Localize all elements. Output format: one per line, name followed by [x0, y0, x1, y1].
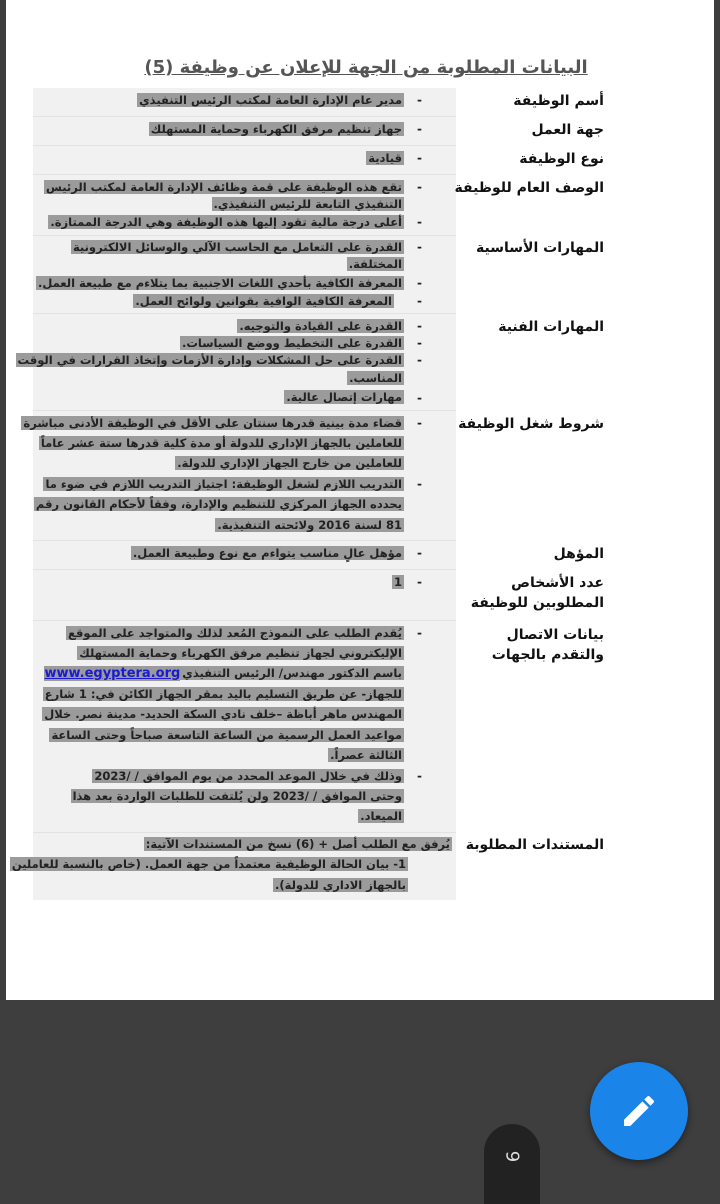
contact-line: وذلك في خلال الموعد المحدد من يوم الموافق / /2023	[94, 769, 402, 783]
basic-skills-line: القدرة على التعامل مع الحاسب الآلي والوسائل الالكترونية	[72, 240, 402, 254]
contact-line: باسم الدكتور مهندس/ الرئيس التنفيذيwww.egyptera.org	[44, 666, 402, 681]
contact-line: الثالثة عصراً.	[330, 748, 402, 762]
conditions-line: للعاملين من خارج الجهاز الإداري للدولة.	[177, 456, 402, 470]
job-name-value: مدير عام الإدارة العامة لمكتب الرئيس التنفيذي	[139, 93, 402, 107]
bullet: -	[417, 319, 422, 333]
documents-line: بالجهاز الاداري للدولة).	[274, 878, 406, 892]
label-technical-skills: المهارات الفنية	[498, 319, 604, 335]
bullet: -	[417, 477, 422, 491]
bullet: -	[417, 240, 422, 254]
description-line: أعلى درجة مالية تقود إليها هذه الوظيفة وهي الدرجة الممتازة.	[50, 215, 402, 229]
row-divider	[33, 116, 456, 117]
contact-line: مواعيد العمل الرسمية من الساعة التاسعة صباحاً وحتى الساعة	[51, 728, 402, 742]
row-divider	[33, 174, 456, 175]
bullet: -	[417, 353, 422, 367]
page-title: البيانات المطلوبة من الجهة للإعلان عن وظيفة (5)	[144, 57, 588, 78]
basic-skills-line: المعرفة الكافية الوافية بقوانين ولوائح العمل.	[135, 294, 392, 308]
conditions-line: قضاء مدة بينية قدرها سنتان على الأقل في الوظيفة الأدنى مباشرة	[23, 416, 402, 430]
label-count: عدد الأشخاص المطلوبين للوظيفة	[470, 575, 604, 611]
label-qualification: المؤهل	[553, 546, 604, 562]
edit-button[interactable]	[590, 1062, 688, 1160]
bullet: -	[417, 93, 422, 107]
qualification-value: مؤهل عالٍ مناسب يتواءم مع نوع وطبيعة العمل.	[132, 546, 402, 560]
row-divider	[33, 313, 456, 314]
bullet: -	[417, 626, 422, 640]
contact-line: المهندس ماهر أباظة –خلف نادي السكة الحديد- مدينة نصر. خلال	[44, 707, 402, 721]
row-divider	[33, 832, 456, 833]
technical-skills-line: مهارات إتصال عالية.	[286, 390, 402, 404]
contact-line: للجهاز- عن طريق التسليم باليد بمقر الجهاز الكائن في: 1 شارع	[44, 687, 402, 701]
label-contact: بيانات الاتصال والتقدم بالجهات	[491, 627, 604, 663]
conditions-line: 81 لسنة 2016 ولائحته التنفيذية.	[217, 518, 402, 532]
label-basic-skills: المهارات الأساسية	[476, 240, 604, 256]
label-employer: جهة العمل	[531, 122, 604, 138]
documents-line: يُرفق مع الطلب أصل + (6) نسخ من المستندات الآتية:	[145, 837, 450, 851]
basic-skills-line: المختلفة.	[348, 257, 402, 271]
label-conditions: شروط شغل الوظيفة	[458, 416, 604, 432]
contact-line: الإليكتروني لجهاز تنظيم مرفق الكهرباء وحماية المستهلك	[79, 646, 402, 660]
row-divider	[33, 569, 456, 570]
bullet: -	[417, 180, 422, 194]
bullet: -	[417, 336, 422, 350]
page-number: 9	[501, 1150, 523, 1163]
bullet: -	[417, 391, 422, 405]
conditions-line: يحدده الجهاز المركزي للتنظيم والإدارة، وفقاً لأحكام القانون رقم	[35, 497, 402, 511]
row-divider	[33, 620, 456, 621]
conditions-line: للعاملين بالجهاز الإداري للدولة أو مدة كلية قدرها ستة عشر عاماً	[40, 436, 402, 450]
basic-skills-line: المعرفة الكافية بأحدي اللغات الاجنبية بما يتلاءم مع طبيعة العمل.	[37, 276, 402, 290]
bullet: -	[417, 215, 422, 229]
bullet: -	[417, 546, 422, 560]
job-type-value: قيادية	[368, 151, 402, 165]
bullet: -	[417, 151, 422, 165]
technical-skills-line: القدرة على التخطيط ووضع السياسات.	[181, 336, 402, 350]
conditions-line: التدريب اللازم لشغل الوظيفة: اجتياز التدريب اللازم في ضوء ما	[45, 477, 402, 491]
document-page	[6, 0, 714, 1000]
description-line: التنفيذي التابعة للرئيس التنفيذي.	[213, 197, 402, 211]
documents-line: 1- بيان الحالة الوظيفية معتمداً من جهة العمل. (خاص بالنسبة للعاملين	[11, 857, 406, 871]
technical-skills-line: المناسب.	[349, 371, 402, 385]
label-job-name: أسم الوظيفة	[513, 93, 604, 109]
row-divider	[33, 410, 456, 411]
count-value: 1	[393, 575, 402, 589]
label-description: الوصف العام للوظيفة	[454, 180, 604, 196]
description-line: تقع هذه الوظيفة على قمة وظائف الإدارة العامة لمكتب الرئيس	[45, 180, 402, 194]
contact-line: وحتى الموافق / /2023 ولن يُلتفت للطلبات الواردة بعد هذا	[72, 789, 402, 803]
bullet: -	[417, 416, 422, 430]
bullet: -	[417, 294, 422, 308]
contact-line: يُقدم الطلب على النموذج المُعد لذلك والمتواجد على الموقع	[67, 626, 402, 640]
bullet: -	[417, 276, 422, 290]
contact-line: الميعاد.	[360, 809, 402, 823]
bullet: -	[417, 122, 422, 136]
bullet: -	[417, 769, 422, 783]
website-link[interactable]: www.egyptera.org	[44, 666, 181, 681]
label-documents: المستندات المطلوبة	[465, 837, 604, 853]
technical-skills-line: القدرة على حل المشكلات وإدارة الأزمات وإتخاذ القرارات في الوقت	[17, 353, 402, 367]
bullet: -	[417, 575, 422, 589]
technical-skills-line: القدرة على القيادة والتوجيه.	[239, 319, 402, 333]
employer-value: جهاز تنظيم مرفق الكهرباء وحماية المستهلك	[150, 122, 402, 136]
label-job-type: نوع الوظيفة	[519, 151, 604, 167]
pencil-icon	[619, 1091, 659, 1131]
row-divider	[33, 540, 456, 541]
row-divider	[33, 145, 456, 146]
row-divider	[33, 235, 456, 236]
